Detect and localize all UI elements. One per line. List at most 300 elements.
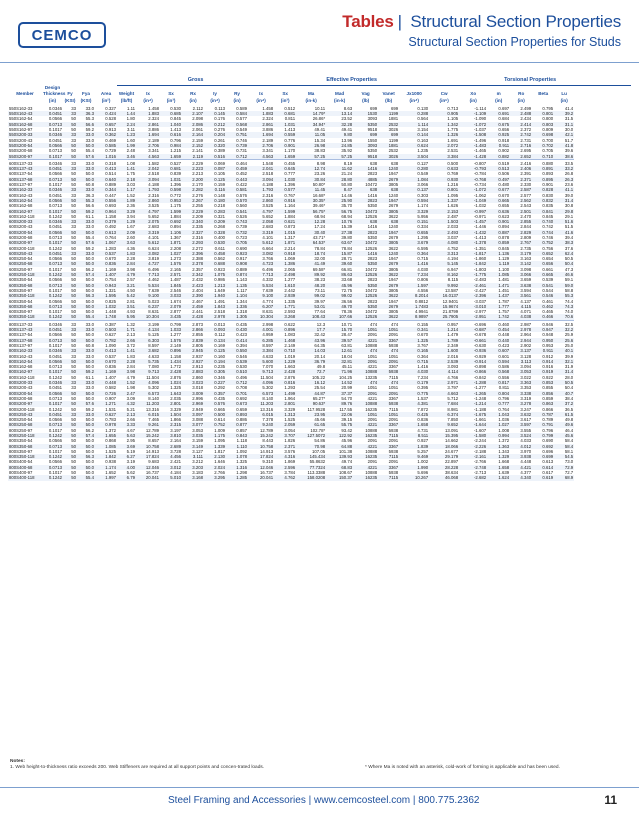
table-cell: 3.212 bbox=[192, 459, 204, 465]
table-cell: 50 bbox=[63, 198, 77, 203]
table-cell: 2823 bbox=[367, 298, 378, 304]
table-cell: 74.3 bbox=[554, 304, 574, 309]
table-cell: 0.387 bbox=[95, 320, 117, 327]
member-cell: 600S137-68 bbox=[8, 177, 42, 182]
table-cell: 1.175 bbox=[204, 433, 226, 438]
table-cell: 0.855 bbox=[542, 385, 554, 391]
table-cell: 0.423 bbox=[498, 342, 510, 348]
table-cell: 2.978 bbox=[510, 327, 532, 332]
table-cell: 0.541 bbox=[226, 209, 248, 214]
table-cell: 3.199 bbox=[136, 320, 160, 327]
table-cell: 0.448 bbox=[498, 332, 510, 338]
table-cell: 0.1017 bbox=[48, 448, 62, 454]
table-cell: 10888 bbox=[365, 342, 378, 348]
member-cell: 800S250-68 bbox=[8, 422, 42, 427]
table-cell: 2.214 bbox=[284, 245, 296, 251]
table-cell: 2.487 bbox=[447, 213, 459, 219]
table-cell: -1.803 bbox=[474, 266, 487, 272]
table-cell: 3.659 bbox=[520, 277, 532, 283]
table-cell: 63.67 bbox=[326, 240, 353, 245]
table-cell: 7.234 bbox=[399, 272, 429, 277]
table-cell: 32.28 bbox=[326, 122, 353, 127]
table-cell: 12.046 bbox=[248, 465, 274, 470]
table-cell: 1.471 bbox=[487, 283, 510, 288]
table-cell: 0.800 bbox=[542, 116, 554, 122]
table-cell: 0.212 bbox=[204, 122, 226, 127]
table-cell: 0.0451 bbox=[48, 192, 62, 198]
table-cell: 12.28 bbox=[296, 219, 326, 224]
table-cell: 9.80 bbox=[326, 132, 353, 137]
member-cell: 550S162-33 bbox=[9, 105, 33, 111]
table-cell: 11.504 bbox=[146, 374, 160, 380]
table-cell: 9.100 bbox=[136, 293, 160, 298]
table-cell: 16235 bbox=[365, 406, 378, 412]
table-cell: 6.27 bbox=[117, 454, 136, 459]
table-cell: 45.66 bbox=[314, 417, 326, 423]
table-cell: 4.096 bbox=[248, 380, 274, 385]
table-cell: -2.188 bbox=[474, 448, 487, 454]
table-cell: 0.670 bbox=[417, 332, 429, 338]
table-cell: 0.803 bbox=[532, 122, 554, 127]
table-cell: 3.035 bbox=[182, 433, 204, 438]
table-cell: 50 bbox=[71, 417, 76, 423]
table-cell: -1.842 bbox=[459, 261, 487, 266]
table-cell: 1.659 bbox=[274, 154, 296, 160]
table-cell: 1.652 bbox=[105, 470, 117, 476]
table-cell: 36.3 bbox=[85, 192, 94, 198]
table-cell: 7.713 bbox=[248, 272, 274, 277]
table-cell: 0.0346 bbox=[42, 348, 63, 353]
table-cell: 2.95 bbox=[126, 438, 136, 444]
column-unit: (in⁴) bbox=[143, 98, 153, 104]
table-cell: 10888 bbox=[365, 470, 378, 476]
table-cell: 0.0346 bbox=[42, 320, 63, 327]
table-cell: 22.897 bbox=[445, 459, 459, 465]
table-cell: 117.55 bbox=[339, 406, 353, 412]
table-cell: 4.723 bbox=[248, 261, 274, 266]
table-cell: 2.390 bbox=[182, 293, 204, 298]
table-cell: 0.984 bbox=[160, 143, 182, 148]
table-cell: 0.857 bbox=[236, 427, 248, 433]
table-cell: 108.43 bbox=[296, 314, 326, 320]
table-cell: 10888 bbox=[365, 427, 378, 433]
table-cell: 3093 bbox=[353, 143, 378, 148]
table-cell: 0.617 bbox=[542, 470, 554, 476]
table-cell: 93.42 bbox=[341, 427, 353, 433]
table-cell: 3.012 bbox=[160, 465, 182, 470]
table-cell: 3.142 bbox=[510, 261, 532, 266]
table-cell: 1.067 bbox=[95, 240, 117, 245]
table-cell: 50 bbox=[63, 401, 77, 406]
table-cell: 9518 bbox=[353, 154, 378, 160]
table-cell: 50 bbox=[63, 369, 77, 374]
table-cell: 0.105 bbox=[214, 171, 226, 177]
table-cell: 49.41 bbox=[341, 127, 353, 133]
table-cell: 4.79 bbox=[126, 374, 136, 380]
table-cell: 1.871 bbox=[160, 240, 182, 245]
table-cell: 4.727 bbox=[136, 261, 160, 266]
table-cell: 0.292 bbox=[214, 385, 226, 391]
table-cell: 0.742 bbox=[542, 224, 554, 230]
table-cell: 0.112 bbox=[214, 332, 226, 338]
table-cell: 74.4 bbox=[564, 298, 574, 304]
table-cell: 45.96 bbox=[326, 283, 353, 288]
table-cell: 3.69 bbox=[117, 444, 136, 449]
table-cell: 4.633 bbox=[148, 353, 160, 359]
table-cell: 1.771 bbox=[274, 304, 296, 309]
table-cell: 2.086 bbox=[182, 122, 204, 127]
table-cell: 38.83 bbox=[314, 148, 326, 154]
table-cell: 0.364 bbox=[417, 353, 429, 359]
table-cell: 0.530 bbox=[204, 240, 226, 245]
table-cell: 5.712 bbox=[447, 395, 459, 401]
member-cell: 800S200-54 bbox=[8, 391, 42, 396]
table-cell: 0.764 bbox=[105, 235, 117, 240]
table-cell: 7.850 bbox=[447, 417, 459, 423]
table-cell: 4.188 bbox=[262, 182, 274, 188]
table-cell: 0.752 bbox=[532, 240, 554, 245]
table-cell: 1.694 bbox=[248, 132, 274, 137]
table-cell: 0.1017 bbox=[42, 401, 63, 406]
table-cell: 0.835 bbox=[542, 203, 554, 209]
table-cell: 0.691 bbox=[487, 111, 510, 116]
table-cell: 3622 bbox=[378, 293, 399, 298]
table-cell: 0.364 bbox=[399, 251, 429, 256]
table-cell: 59.2 bbox=[77, 209, 95, 214]
table-cell: 122.92 bbox=[326, 433, 353, 438]
table-cell: 3.46 bbox=[117, 154, 136, 160]
table-cell: 0.882 bbox=[487, 154, 510, 160]
table-cell: 0.389 bbox=[214, 148, 226, 154]
table-cell: 0.516 bbox=[204, 154, 226, 160]
table-cell: 2.518 bbox=[262, 171, 274, 177]
table-cell: 10.304 bbox=[248, 314, 274, 320]
table-cell: 0.305 bbox=[204, 369, 226, 374]
table-cell: 0.938 bbox=[105, 459, 117, 465]
table-cell: 2.47 bbox=[117, 391, 136, 396]
table-cell: 2.416 bbox=[510, 159, 532, 166]
table-cell: 50 bbox=[71, 395, 76, 401]
table-cell: -1.483 bbox=[459, 143, 487, 148]
table-cell: 0.169 bbox=[214, 342, 226, 348]
table-cell: 72.9 bbox=[554, 465, 574, 470]
table-cell: 0.0713 bbox=[42, 338, 63, 343]
table-cell: 2.518 bbox=[148, 171, 160, 177]
table-cell: 50.0 bbox=[85, 417, 94, 423]
table-cell: 0.155 bbox=[399, 320, 429, 327]
table-cell: 0.964 bbox=[95, 209, 117, 214]
table-cell: 0.775 bbox=[399, 391, 429, 396]
table-cell: 0.701 bbox=[226, 391, 248, 396]
table-cell: 5350 bbox=[353, 261, 378, 266]
table-cell: 1.658 bbox=[399, 422, 429, 427]
table-cell: 50 bbox=[71, 116, 76, 122]
table-cell: 11.203 bbox=[248, 401, 274, 406]
table-cell: 3367 bbox=[378, 444, 399, 449]
table-cell: 1.273 bbox=[170, 256, 182, 262]
table-cell: 0.519 bbox=[487, 159, 510, 166]
table-cell: 1.504 bbox=[160, 412, 182, 417]
table-cell: 0.895 bbox=[532, 177, 554, 182]
table-cell: 1.437 bbox=[487, 293, 510, 298]
member-cell: 550S200-68 bbox=[9, 148, 33, 154]
table-cell: 0.526 bbox=[236, 213, 248, 219]
table-cell: 29.179 bbox=[429, 454, 459, 459]
cemco-logo bbox=[18, 22, 106, 48]
table-cell: 0.394 bbox=[236, 342, 248, 348]
table-cell: 474 bbox=[378, 380, 399, 385]
table-cell: 113.3388 bbox=[307, 470, 326, 476]
table-cell: 12526 bbox=[365, 245, 378, 251]
member-cell: 800S350-54 bbox=[9, 438, 33, 444]
table-cell: 0.613 bbox=[95, 230, 117, 235]
table-cell: 0.894 bbox=[170, 224, 182, 230]
table-cell: 4.731 bbox=[417, 427, 429, 433]
table-cell: 0.379 bbox=[95, 219, 117, 224]
table-cell: 0.1242 bbox=[42, 293, 63, 298]
table-cell: 5938 bbox=[388, 427, 399, 433]
table-cell: 0.836 bbox=[105, 364, 117, 370]
table-cell: 50.0 bbox=[85, 364, 94, 370]
table-cell: 33.0 bbox=[77, 187, 95, 192]
table-cell: 5.42 bbox=[117, 293, 136, 298]
table-cell: 0.830 bbox=[542, 192, 554, 198]
column-unit bbox=[532, 98, 554, 106]
table-cell: 2.13 bbox=[117, 412, 136, 417]
table-cell: 2.391 bbox=[520, 171, 532, 177]
table-cell: 50.4 bbox=[564, 385, 574, 391]
table-cell: 1.277 bbox=[170, 332, 182, 338]
table-cell: 1.031 bbox=[160, 177, 182, 182]
table-cell: 4.030 bbox=[399, 369, 429, 374]
table-cell: 10.758 bbox=[136, 444, 160, 449]
table-cell: 0.134 bbox=[204, 338, 226, 343]
table-cell: 14.79* bbox=[296, 111, 326, 116]
table-cell: 1550 bbox=[367, 137, 378, 143]
table-cell: 30.40 bbox=[296, 230, 326, 235]
table-cell: 3.363 bbox=[510, 380, 532, 385]
table-cell: 55.3 bbox=[554, 293, 574, 298]
table-cell: 2.971 bbox=[429, 380, 459, 385]
table-cell: -2.244 bbox=[474, 438, 487, 444]
table-cell: 6.015 bbox=[248, 412, 274, 417]
table-cell: 1.32 bbox=[117, 320, 136, 327]
table-cell: 0.681 bbox=[274, 111, 296, 116]
table-cell: 0.806 bbox=[417, 277, 429, 283]
table-cell: 4.137 bbox=[520, 298, 532, 304]
table-cell: 10472 bbox=[365, 266, 378, 272]
table-cell: 1.129 bbox=[498, 256, 510, 262]
table-cell: 0.0713 bbox=[48, 203, 62, 209]
member-cell: 800S250-97 bbox=[9, 427, 33, 433]
table-cell: 15.70 bbox=[326, 327, 353, 332]
table-cell: 50 bbox=[63, 338, 77, 343]
page-title bbox=[342, 12, 621, 32]
table-cell: 5350 bbox=[367, 235, 378, 240]
table-cell: 1.416 bbox=[417, 364, 429, 370]
table-cell: 6.015 bbox=[136, 412, 160, 417]
table-cell: 2.282 bbox=[182, 187, 204, 192]
table-cell: 50.80 bbox=[341, 182, 353, 188]
member-cell: 600S162-97 bbox=[8, 209, 42, 214]
table-cell: 0.948 bbox=[542, 332, 554, 338]
table-cell: 1.60 bbox=[126, 137, 136, 143]
table-cell: 25.0 bbox=[564, 342, 574, 348]
table-cell: 3.082 bbox=[136, 251, 160, 256]
table-cell: 2.315 bbox=[160, 422, 182, 427]
table-cell: 1.343 bbox=[498, 448, 510, 454]
table-cell: 32.81 bbox=[326, 359, 353, 364]
table-cell: 38.23 bbox=[314, 277, 326, 283]
table-cell: 1.468 bbox=[274, 338, 296, 343]
table-cell: 5.600 bbox=[248, 359, 274, 364]
table-cell: 1.487 bbox=[170, 277, 182, 283]
table-cell: 1.169 bbox=[95, 369, 117, 374]
member-cell: 800S350-118 bbox=[8, 454, 42, 459]
table-cell: 0.916 bbox=[542, 364, 554, 370]
table-cell: 1.386 bbox=[274, 261, 296, 266]
table-cell: 4.752 bbox=[447, 245, 459, 251]
table-cell: 59.2 bbox=[77, 369, 95, 374]
table-cell: 4.663 bbox=[429, 391, 459, 396]
table-cell: 33 bbox=[63, 132, 77, 137]
table-cell: 4.448 bbox=[520, 459, 532, 465]
table-cell: 1.649 bbox=[214, 287, 226, 293]
table-cell: 2.072 bbox=[429, 143, 459, 148]
table-cell: 1.027 bbox=[160, 251, 182, 256]
table-cell: 0.743 bbox=[226, 219, 248, 224]
table-cell: 474 bbox=[353, 320, 378, 327]
table-cell: 1.271 bbox=[95, 401, 117, 406]
table-cell: 50 bbox=[71, 459, 76, 465]
table-cell: 0.144 bbox=[399, 132, 429, 137]
table-cell: 2.876 bbox=[284, 374, 296, 380]
table-cell: 2.84 bbox=[126, 364, 136, 370]
table-cell: 3.127 bbox=[192, 448, 204, 454]
table-cell: 3.707 bbox=[274, 433, 296, 438]
table-cell: 1.83 bbox=[126, 353, 136, 359]
table-cell: 50 bbox=[63, 293, 77, 298]
table-cell: 2091 bbox=[388, 417, 399, 423]
table-cell: 8.98 bbox=[296, 159, 326, 166]
table-cell: 33 bbox=[63, 166, 77, 171]
table-cell: 9.683 bbox=[148, 459, 160, 465]
table-cell: 1.883 bbox=[136, 111, 160, 116]
table-cell: 0.782 bbox=[95, 338, 117, 343]
table-cell: 3.576 bbox=[284, 448, 296, 454]
table-cell: 0.0713 bbox=[42, 122, 63, 127]
table-cell: 4.421 bbox=[510, 465, 532, 470]
table-cell: 20.041 bbox=[248, 475, 274, 480]
table-cell: 60.8 bbox=[85, 182, 94, 188]
table-cell: 5.62 bbox=[126, 470, 136, 476]
table-cell: -2.951 bbox=[459, 314, 487, 320]
table-cell: 12526 bbox=[353, 314, 378, 320]
table-cell: 3.19 bbox=[126, 459, 136, 465]
table-cell: 0.1242 bbox=[48, 374, 62, 380]
table-cell: 2.855 bbox=[510, 219, 532, 224]
table-cell: 2.229 bbox=[182, 159, 204, 166]
table-cell: 0.710 bbox=[532, 154, 554, 160]
table-cell: 33.68 bbox=[341, 277, 353, 283]
table-cell: 1051 bbox=[353, 327, 378, 332]
table-cell: 64.35 bbox=[314, 342, 326, 348]
table-cell: 0.922 bbox=[542, 374, 554, 380]
table-cell: 3.03 bbox=[126, 182, 136, 188]
table-cell: 25.6 bbox=[554, 338, 574, 343]
table-cell: 55.3 bbox=[85, 116, 94, 122]
table-cell: 4.114 bbox=[429, 369, 459, 374]
table-cell: 0.327 bbox=[105, 105, 117, 111]
table-cell: 57.6 bbox=[77, 154, 95, 160]
table-cell: 5.125 bbox=[148, 332, 160, 338]
table-cell: 3.525 bbox=[262, 203, 274, 209]
table-cell: 0.176 bbox=[214, 116, 226, 122]
table-cell: -2.483 bbox=[474, 277, 487, 283]
table-cell: 1.599 bbox=[274, 209, 296, 214]
table-cell: 1.285 bbox=[226, 475, 248, 480]
table-cell: 0.0346 bbox=[48, 105, 62, 111]
table-cell: 0.986 bbox=[214, 277, 226, 283]
table-cell: 0.670 bbox=[95, 359, 117, 364]
table-cell: 63.81 bbox=[341, 342, 353, 348]
table-cell: 2.66 bbox=[126, 417, 136, 423]
column-header: Ix bbox=[259, 90, 264, 96]
column-header: Rx bbox=[190, 90, 196, 96]
table-cell: 2.28 bbox=[126, 256, 136, 262]
table-cell: 11.62 bbox=[326, 166, 353, 171]
table-cell: -1.049 bbox=[459, 198, 487, 203]
table-cell: 1.329 bbox=[487, 454, 510, 459]
table-cell: 1.610 bbox=[274, 283, 296, 288]
table-cell: 1.318 bbox=[236, 309, 248, 315]
table-cell: 0.512 bbox=[284, 105, 296, 111]
table-cell: 1.002 bbox=[417, 459, 429, 465]
table-cell: 0.549 bbox=[417, 171, 429, 177]
table-cell: 7115 bbox=[388, 374, 399, 380]
table-cell: 99.02 bbox=[296, 293, 326, 298]
table-cell: 1.29 bbox=[117, 219, 136, 224]
table-cell: 28.47 bbox=[341, 332, 353, 338]
table-cell: 31.4 bbox=[554, 198, 574, 203]
table-cell: 3.319 bbox=[520, 395, 532, 401]
table-cell: 22.06 bbox=[326, 412, 353, 417]
column-unit: (in³) bbox=[280, 98, 290, 104]
table-cell: 50 bbox=[63, 209, 77, 214]
table-cell: 50.0 bbox=[77, 261, 95, 266]
table-cell: 74.0 bbox=[564, 309, 574, 315]
table-body bbox=[8, 106, 631, 481]
table-cell: 33 bbox=[71, 137, 76, 143]
table-cell: 61.1 bbox=[85, 213, 94, 219]
table-cell: 43.71* bbox=[312, 235, 326, 240]
table-cell: 0.772 bbox=[170, 192, 182, 198]
table-cell: 1.595 bbox=[95, 293, 117, 298]
table-cell: 0.914 bbox=[532, 359, 554, 364]
member-cell: 600S162-43 bbox=[9, 192, 33, 198]
member-cell: 600S350-118 bbox=[8, 293, 42, 298]
table-cell: 2.562 bbox=[510, 198, 532, 203]
table-cell: 33.0 bbox=[85, 385, 94, 391]
table-cell: 0.0346 bbox=[42, 380, 63, 385]
member-cell: 600S200-33 bbox=[8, 219, 42, 224]
table-cell: 0.443 bbox=[226, 177, 248, 182]
table-cell: 0.1242 bbox=[42, 433, 63, 438]
table-cell: 3.053 bbox=[510, 369, 532, 374]
column-unit: (in³) bbox=[166, 98, 176, 104]
table-cell: 1.748 bbox=[95, 314, 117, 320]
table-cell: 45.11 bbox=[341, 364, 353, 370]
